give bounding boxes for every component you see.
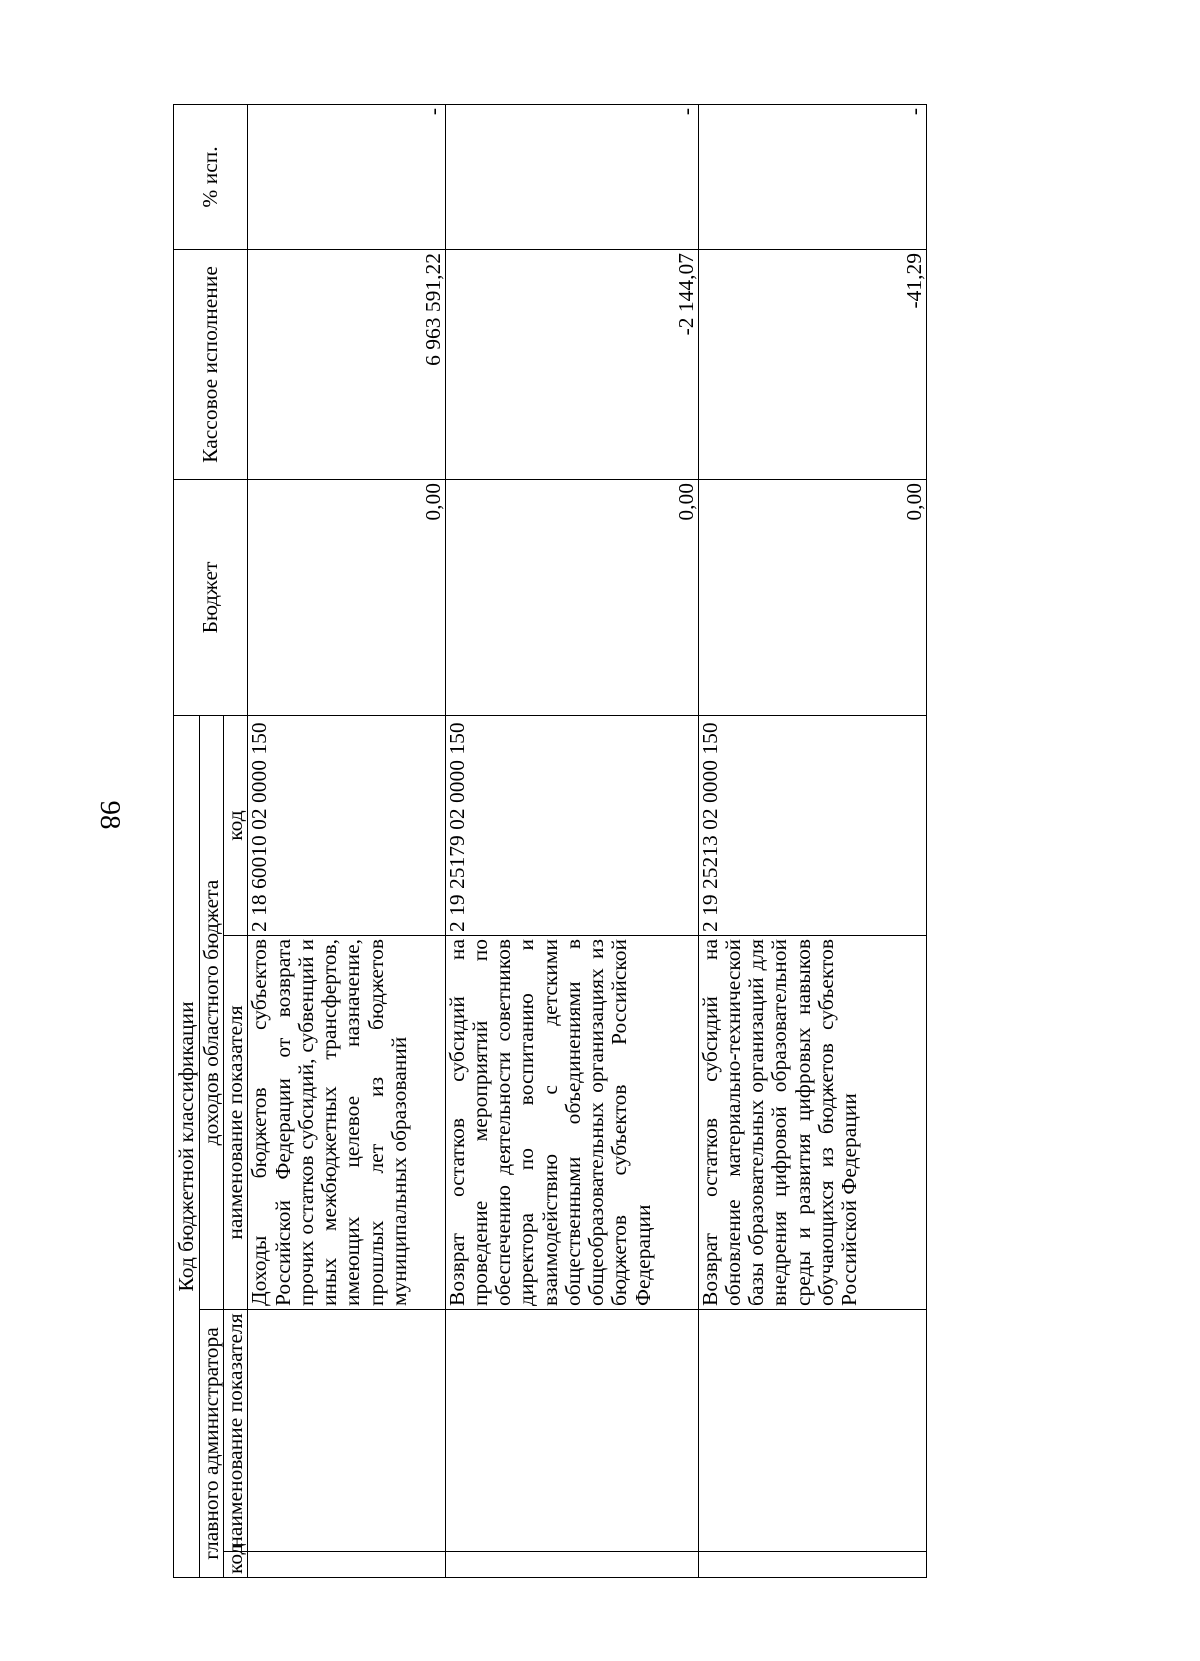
income-name-cell: Возврат остатков субсидий на обновление материально-технической базы образовательных организаций для внедрения цифровой образовательной среды и развития цифровых навыков обучающихся из бюджетов субъектов Российской Федерации [698,936,926,1310]
table-row [445,104,698,1577]
budget-cell: 0,00 [698,479,926,715]
budget-classification-table [173,104,927,1578]
percent-cell: - [698,104,926,249]
income-code-cell: 2 19 25213 02 0000 150 [698,715,926,935]
header-classification: Код бюджетной классификации [174,715,200,1577]
admin-name-cell [698,1310,926,1552]
cash-execution-cell: -41,29 [698,249,926,479]
page-number: 98 [94,800,126,830]
admin-code-cell [445,1552,698,1578]
rotated-table-wrapper [173,105,927,1578]
header-regional-income: доходов областного бюджета [200,715,224,1309]
header-main-admin: главного администратора [200,1310,224,1578]
header-cash-execution: Кассовое исполнение [174,249,248,479]
admin-name-cell [248,1310,445,1552]
header-budget: Бюджет [174,479,248,715]
admin-code-cell [248,1552,445,1578]
header-row-1 [174,104,200,1577]
admin-name-cell [445,1310,698,1552]
income-code-cell: 2 19 25179 02 0000 150 [445,715,698,935]
admin-code-cell [698,1552,926,1578]
cash-execution-cell: 6 963 591,22 [248,249,445,479]
income-name-cell: Возврат остатков субсидий на проведение мероприятий по обеспечению деятельности советников директора по воспитанию и взаимодействию с детскими общественными объединениями в общеобразовательных организациях из бюджетов субъектов Российской Федерации [445,936,698,1310]
percent-cell: - [445,104,698,249]
cash-execution-cell: -2 144,07 [445,249,698,479]
header-percent: % исп. [174,104,248,249]
budget-cell: 0,00 [248,479,445,715]
table-row [248,104,445,1577]
income-name-cell: Доходы бюджетов субъектов Российской Федерации от возврата прочих остатков субсидий, субвенций и иных межбюджетных трансфертов, имеющих целевое назначение, прошлых лет из бюджетов муниципальных образований [248,936,445,1310]
income-code-cell: 2 18 60010 02 0000 150 [248,715,445,935]
header-income-name: наименование показателя [224,936,248,1310]
header-income-code: код [224,715,248,935]
header-admin-name: наименование показателя [224,1310,248,1552]
budget-cell: 0,00 [445,479,698,715]
percent-cell: - [248,104,445,249]
header-admin-code: код [224,1552,248,1578]
table-row [698,104,926,1577]
